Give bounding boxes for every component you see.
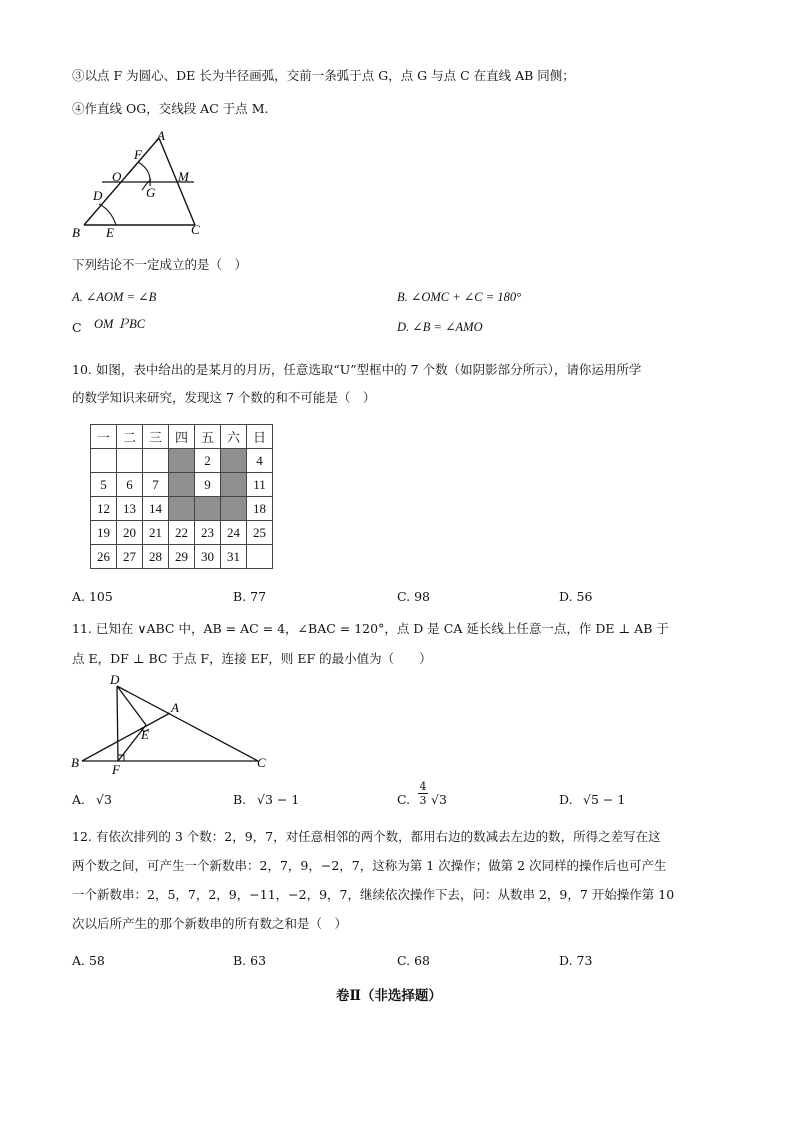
calendar-cell: 20 bbox=[117, 521, 143, 545]
label-a: A bbox=[171, 700, 179, 715]
calendar-cell bbox=[247, 545, 273, 569]
calendar-cell: 24 bbox=[221, 521, 247, 545]
calendar-header-cell: 五 bbox=[195, 425, 221, 449]
label-c: C bbox=[257, 755, 266, 770]
label-b: B bbox=[72, 225, 80, 240]
q10-option-a[interactable]: A. 105 bbox=[72, 589, 113, 604]
calendar-cell-shaded bbox=[221, 497, 247, 521]
calendar-cell: 2 bbox=[195, 449, 221, 473]
q12-option-a[interactable]: A. 58 bbox=[72, 953, 105, 968]
label-g: G bbox=[146, 185, 156, 200]
calendar-cell-shaded bbox=[169, 497, 195, 521]
calendar-cell: 31 bbox=[221, 545, 247, 569]
q9-step4: ④作直线 OG，交线段 AC 于点 M. bbox=[72, 101, 269, 116]
q11-option-b[interactable]: √3 − 1 bbox=[257, 792, 300, 807]
q12-option-b[interactable]: B. 63 bbox=[233, 953, 267, 968]
q12-line3: 一个新数串：2，5，7，2，9，−11，−2，9，7，继续依次操作下去，问：从数串 2，9，7 开始操作第 10 bbox=[72, 887, 675, 902]
label-c: C bbox=[191, 222, 200, 237]
q12-line2: 两个数之间，可产生一个新数串：2，7，9，−2，7，这称为第 1 次操作；做第 2 次同样的操作后也可产生 bbox=[72, 858, 667, 873]
q11-option-c-label[interactable]: C. bbox=[397, 792, 411, 807]
calendar-table bbox=[90, 424, 273, 569]
calendar-cell bbox=[143, 449, 169, 473]
arc-de bbox=[99, 204, 116, 225]
calendar-cell: 30 bbox=[195, 545, 221, 569]
q11-option-a-label[interactable]: A. bbox=[72, 792, 86, 807]
q11-option-a[interactable]: √3 bbox=[96, 792, 112, 807]
q12-option-c[interactable]: C. 68 bbox=[397, 953, 430, 968]
calendar-cell: 19 bbox=[91, 521, 117, 545]
calendar-header-cell: 六 bbox=[221, 425, 247, 449]
q10-option-d[interactable]: D. 56 bbox=[559, 589, 593, 604]
q10-option-b[interactable]: B. 77 bbox=[233, 589, 267, 604]
q9-option-d[interactable]: D. ∠B = ∠AMO bbox=[397, 320, 483, 334]
calendar-cell-shaded bbox=[221, 473, 247, 497]
q9-option-a[interactable]: A. ∠AOM = ∠B bbox=[72, 290, 157, 304]
q11-option-c-fraction bbox=[418, 780, 428, 807]
q9-option-c[interactable]: OM ＰBC bbox=[94, 317, 146, 331]
calendar-row bbox=[91, 497, 273, 521]
label-d: D bbox=[110, 673, 120, 687]
calendar-cell: 5 bbox=[91, 473, 117, 497]
q9-step3: ③以点 F 为圆心、DE 长为半径画弧，交前一条弧于点 G，点 G 与点 C 在直线 AB 同侧； bbox=[72, 68, 575, 83]
q9-triangle-figure bbox=[66, 126, 216, 240]
calendar-header-cell: 二 bbox=[117, 425, 143, 449]
calendar-row bbox=[91, 449, 273, 473]
q11-line2: 点 E，DF ⊥ BC 于点 F，连接 EF，则 EF 的最小值为（ ） bbox=[72, 651, 432, 666]
calendar-cell: 18 bbox=[247, 497, 273, 521]
calendar-cell-shaded bbox=[169, 449, 195, 473]
calendar-cell: 26 bbox=[91, 545, 117, 569]
calendar-cell: 28 bbox=[143, 545, 169, 569]
segment-dc bbox=[117, 686, 258, 761]
q11-option-d[interactable]: √5 − 1 bbox=[583, 792, 626, 807]
calendar-cell: 22 bbox=[169, 521, 195, 545]
calendar-cell: 9 bbox=[195, 473, 221, 497]
calendar-cell: 25 bbox=[247, 521, 273, 545]
calendar-cell: 13 bbox=[117, 497, 143, 521]
label-b: B bbox=[71, 755, 79, 770]
q10-line2: 的数学知识来研究，发现这 7 个数的和不可能是（ ） bbox=[72, 390, 376, 405]
segment-df bbox=[117, 686, 118, 761]
fraction-numerator: 4 bbox=[419, 780, 427, 793]
calendar-cell-shaded bbox=[221, 449, 247, 473]
calendar-cell: 29 bbox=[169, 545, 195, 569]
section-title: 卷Ⅱ（非选择题） bbox=[336, 988, 442, 1004]
q12-line4: 次以后所产生的那个新数串的所有数之和是（ ） bbox=[72, 916, 348, 931]
calendar-cell: 6 bbox=[117, 473, 143, 497]
q11-option-d-label[interactable]: D. bbox=[559, 792, 573, 807]
calendar-cell: 11 bbox=[247, 473, 273, 497]
calendar-row bbox=[91, 545, 273, 569]
q11-option-c[interactable]: √3 bbox=[431, 792, 447, 807]
q10-line1: 10. 如图，表中给出的是某月的月历，任意选取“U”型框中的 7 个数（如阴影部分所示），请你运用所学 bbox=[72, 362, 642, 377]
calendar-header-row bbox=[91, 425, 273, 449]
q11-triangle-figure bbox=[68, 673, 276, 777]
q9-option-b[interactable]: B. ∠OMC + ∠C = 180° bbox=[397, 290, 522, 304]
calendar-row bbox=[91, 473, 273, 497]
calendar-cell-shaded bbox=[169, 473, 195, 497]
calendar-cell bbox=[91, 449, 117, 473]
calendar-row bbox=[91, 521, 273, 545]
calendar-cell bbox=[117, 449, 143, 473]
label-e: E bbox=[106, 225, 114, 240]
calendar-header-cell: 一 bbox=[91, 425, 117, 449]
q9-question: 下列结论不一定成立的是（ ） bbox=[72, 257, 248, 272]
calendar-cell: 27 bbox=[117, 545, 143, 569]
calendar-header-cell: 三 bbox=[143, 425, 169, 449]
q11-line1: 11. 已知在 ∨ABC 中，AB = AC = 4，∠BAC = 120°，点 D 是 CA 延长线上任意一点，作 DE ⊥ AB 于 bbox=[72, 621, 669, 636]
q11-option-b-label[interactable]: B. bbox=[233, 792, 247, 807]
q12-line1: 12. 有依次排列的 3 个数：2，9，7，对任意相邻的两个数，都用右边的数减去左边的数，所得之差写在这 bbox=[72, 829, 661, 844]
label-f: F bbox=[112, 762, 120, 777]
calendar-cell: 23 bbox=[195, 521, 221, 545]
calendar-cell: 7 bbox=[143, 473, 169, 497]
calendar-header-cell: 日 bbox=[247, 425, 273, 449]
label-f: F bbox=[134, 147, 142, 162]
calendar-header-cell: 四 bbox=[169, 425, 195, 449]
calendar-cell: 4 bbox=[247, 449, 273, 473]
calendar-cell: 14 bbox=[143, 497, 169, 521]
q12-option-d[interactable]: D. 73 bbox=[559, 953, 593, 968]
calendar-cell: 12 bbox=[91, 497, 117, 521]
segment-de bbox=[117, 686, 146, 725]
q10-option-c[interactable]: C. 98 bbox=[397, 589, 430, 604]
calendar-cell: 21 bbox=[143, 521, 169, 545]
segment-ba bbox=[82, 713, 170, 761]
label-d: D bbox=[93, 188, 103, 203]
label-o: O bbox=[112, 169, 122, 184]
q9-option-c-label[interactable]: C bbox=[72, 320, 82, 335]
calendar-cell-shaded bbox=[195, 497, 221, 521]
label-m: M bbox=[178, 169, 189, 184]
label-e: E bbox=[141, 727, 149, 742]
label-a: A bbox=[157, 128, 165, 143]
fraction-denominator: 3 bbox=[419, 794, 427, 807]
